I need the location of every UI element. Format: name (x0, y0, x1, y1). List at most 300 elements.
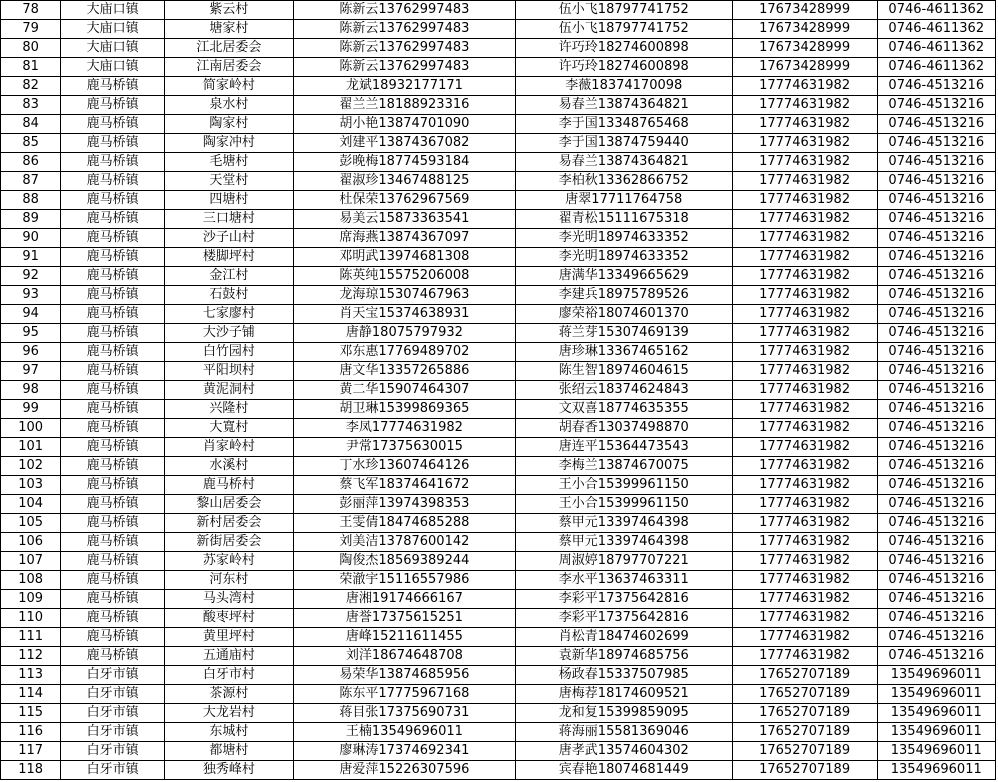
phone-1-cell[interactable]: 17774631982 (732, 533, 877, 552)
contact-1-cell[interactable]: 刘建平13874367082 (293, 134, 515, 153)
contact-2-cell[interactable]: 蔡甲元13397464398 (515, 514, 732, 533)
row-number-cell[interactable]: 113 (1, 666, 61, 685)
town-cell[interactable]: 大庙口镇 (61, 20, 165, 39)
row-number-cell[interactable]: 110 (1, 609, 61, 628)
contact-2-cell[interactable]: 蒋兰芽15307469139 (515, 324, 732, 343)
phone-1-cell[interactable]: 17774631982 (732, 495, 877, 514)
village-cell[interactable]: 简家岭村 (164, 77, 293, 96)
town-cell[interactable]: 鹿马桥镇 (61, 476, 165, 495)
town-cell[interactable]: 鹿马桥镇 (61, 115, 165, 134)
contact-1-cell[interactable]: 唐静18075797932 (293, 324, 515, 343)
village-cell[interactable]: 酸枣坪村 (164, 609, 293, 628)
row-number-cell[interactable]: 97 (1, 362, 61, 381)
row-number-cell[interactable]: 90 (1, 229, 61, 248)
village-cell[interactable]: 沙子山村 (164, 229, 293, 248)
village-cell[interactable]: 都塘村 (164, 742, 293, 761)
village-cell[interactable]: 肖家岭村 (164, 438, 293, 457)
phone-1-cell[interactable]: 17774631982 (732, 286, 877, 305)
contact-1-cell[interactable]: 唐爱萍15226307596 (293, 761, 515, 780)
village-cell[interactable]: 独秀峰村 (164, 761, 293, 780)
phone-2-cell[interactable]: 0746-4513216 (877, 419, 995, 438)
contact-1-cell[interactable]: 陈英纯15575206008 (293, 267, 515, 286)
contact-1-cell[interactable]: 易美云15873363541 (293, 210, 515, 229)
contact-1-cell[interactable]: 翟淑珍13467488125 (293, 172, 515, 191)
row-number-cell[interactable]: 91 (1, 248, 61, 267)
contact-1-cell[interactable]: 刘洋18674648708 (293, 647, 515, 666)
table-row (1, 571, 996, 590)
contact-1-cell[interactable]: 王楠13549696011 (293, 723, 515, 742)
row-number-cell[interactable]: 85 (1, 134, 61, 153)
phone-1-cell[interactable]: 17774631982 (732, 362, 877, 381)
contact-2-cell[interactable]: 唐翠17711764758 (515, 191, 732, 210)
phone-1-cell[interactable]: 17652707189 (732, 723, 877, 742)
phone-1-cell[interactable]: 17774631982 (732, 134, 877, 153)
phone-2-cell[interactable]: 0746-4513216 (877, 514, 995, 533)
contact-2-cell[interactable]: 唐满华13349665629 (515, 267, 732, 286)
village-cell[interactable]: 陶家冲村 (164, 134, 293, 153)
phone-1-cell[interactable]: 17774631982 (732, 229, 877, 248)
table-row (1, 248, 996, 267)
contact-1-cell[interactable]: 彭丽萍13974398353 (293, 495, 515, 514)
village-cell[interactable]: 塘家村 (164, 20, 293, 39)
contact-1-cell[interactable]: 王雯倩18474685288 (293, 514, 515, 533)
contact-1-cell[interactable]: 邓明武13974681308 (293, 248, 515, 267)
row-number-cell[interactable]: 112 (1, 647, 61, 666)
phone-2-cell[interactable]: 0746-4513216 (877, 400, 995, 419)
village-cell[interactable]: 石鼓村 (164, 286, 293, 305)
town-cell[interactable]: 鹿马桥镇 (61, 400, 165, 419)
town-cell[interactable]: 鹿马桥镇 (61, 248, 165, 267)
row-number-cell[interactable]: 117 (1, 742, 61, 761)
phone-2-cell[interactable]: 13549696011 (877, 685, 995, 704)
row-number-cell[interactable]: 87 (1, 172, 61, 191)
village-cell[interactable]: 鹿马桥村 (164, 476, 293, 495)
contact-2-cell[interactable]: 王小合15399961150 (515, 476, 732, 495)
phone-1-cell[interactable]: 17774631982 (732, 609, 877, 628)
village-cell[interactable]: 大沙子铺 (164, 324, 293, 343)
table-row (1, 514, 996, 533)
town-cell[interactable]: 鹿马桥镇 (61, 552, 165, 571)
contact-1-cell[interactable]: 尹常17375630015 (293, 438, 515, 457)
contact-2-cell[interactable]: 李彩平17375642816 (515, 590, 732, 609)
contact-1-cell[interactable]: 蔡飞军18374641672 (293, 476, 515, 495)
village-cell[interactable]: 三口塘村 (164, 210, 293, 229)
phone-1-cell[interactable]: 17652707189 (732, 742, 877, 761)
village-cell[interactable]: 金江村 (164, 267, 293, 286)
phone-2-cell[interactable]: 0746-4611362 (877, 1, 995, 20)
town-cell[interactable]: 白牙市镇 (61, 761, 165, 780)
phone-2-cell[interactable]: 0746-4513216 (877, 210, 995, 229)
town-cell[interactable]: 鹿马桥镇 (61, 77, 165, 96)
table-row (1, 20, 996, 39)
row-number-cell[interactable]: 109 (1, 590, 61, 609)
town-cell[interactable]: 鹿马桥镇 (61, 514, 165, 533)
contact-2-cell[interactable]: 许巧玲18274600898 (515, 58, 732, 77)
row-number-cell[interactable]: 79 (1, 20, 61, 39)
contact-1-cell[interactable]: 陶俊杰18569389244 (293, 552, 515, 571)
phone-1-cell[interactable]: 17774631982 (732, 419, 877, 438)
town-cell[interactable]: 鹿马桥镇 (61, 191, 165, 210)
village-cell[interactable]: 黄里坪村 (164, 628, 293, 647)
town-cell[interactable]: 鹿马桥镇 (61, 571, 165, 590)
contact-2-cell[interactable]: 易春兰13874364821 (515, 96, 732, 115)
town-cell[interactable]: 鹿马桥镇 (61, 419, 165, 438)
phone-1-cell[interactable]: 17774631982 (732, 381, 877, 400)
phone-1-cell[interactable]: 17774631982 (732, 514, 877, 533)
phone-1-cell[interactable]: 17774631982 (732, 210, 877, 229)
town-cell[interactable]: 鹿马桥镇 (61, 628, 165, 647)
phone-2-cell[interactable]: 0746-4513216 (877, 590, 995, 609)
phone-2-cell[interactable]: 0746-4513216 (877, 495, 995, 514)
village-cell[interactable]: 陶家村 (164, 115, 293, 134)
phone-1-cell[interactable]: 17774631982 (732, 590, 877, 609)
phone-1-cell[interactable]: 17774631982 (732, 457, 877, 476)
row-number-cell[interactable]: 78 (1, 1, 61, 20)
contact-2-cell[interactable]: 李光明18974633352 (515, 248, 732, 267)
phone-2-cell[interactable]: 13549696011 (877, 742, 995, 761)
phone-2-cell[interactable]: 0746-4513216 (877, 286, 995, 305)
town-cell[interactable]: 白牙市镇 (61, 685, 165, 704)
village-cell[interactable]: 茶源村 (164, 685, 293, 704)
row-number-cell[interactable]: 93 (1, 286, 61, 305)
phone-2-cell[interactable]: 0746-4513216 (877, 552, 995, 571)
town-cell[interactable]: 大庙口镇 (61, 1, 165, 20)
town-cell[interactable]: 鹿马桥镇 (61, 495, 165, 514)
row-number-cell[interactable]: 98 (1, 381, 61, 400)
phone-2-cell[interactable]: 0746-4513216 (877, 172, 995, 191)
phone-2-cell[interactable]: 0746-4513216 (877, 476, 995, 495)
contact-1-cell[interactable]: 肖天宝15374638931 (293, 305, 515, 324)
phone-1-cell[interactable]: 17774631982 (732, 172, 877, 191)
village-cell[interactable]: 七家廖村 (164, 305, 293, 324)
phone-2-cell[interactable]: 0746-4513216 (877, 153, 995, 172)
row-number-cell[interactable]: 84 (1, 115, 61, 134)
village-cell[interactable]: 大龙岩村 (164, 704, 293, 723)
town-cell[interactable]: 鹿马桥镇 (61, 609, 165, 628)
row-number-cell[interactable]: 105 (1, 514, 61, 533)
town-cell[interactable]: 白牙市镇 (61, 742, 165, 761)
village-cell[interactable]: 东城村 (164, 723, 293, 742)
row-number-cell[interactable]: 115 (1, 704, 61, 723)
town-cell[interactable]: 白牙市镇 (61, 666, 165, 685)
contact-2-cell[interactable]: 张绍云18374624843 (515, 381, 732, 400)
phone-1-cell[interactable]: 17774631982 (732, 248, 877, 267)
row-number-cell[interactable]: 104 (1, 495, 61, 514)
town-cell[interactable]: 鹿马桥镇 (61, 286, 165, 305)
row-number-cell[interactable]: 111 (1, 628, 61, 647)
phone-2-cell[interactable]: 0746-4611362 (877, 58, 995, 77)
town-cell[interactable]: 鹿马桥镇 (61, 438, 165, 457)
town-cell[interactable]: 鹿马桥镇 (61, 229, 165, 248)
village-cell[interactable]: 河东村 (164, 571, 293, 590)
phone-1-cell[interactable]: 17774631982 (732, 267, 877, 286)
contact-2-cell[interactable]: 蔡甲元13397464398 (515, 533, 732, 552)
village-cell[interactable]: 苏家岭村 (164, 552, 293, 571)
contact-1-cell[interactable]: 李凤17774631982 (293, 419, 515, 438)
contact-1-cell[interactable]: 黄二华15907464307 (293, 381, 515, 400)
contact-2-cell[interactable]: 李薇18374170098 (515, 77, 732, 96)
phone-1-cell[interactable]: 17774631982 (732, 324, 877, 343)
phone-1-cell[interactable]: 17652707189 (732, 761, 877, 780)
town-cell[interactable]: 鹿马桥镇 (61, 343, 165, 362)
village-cell[interactable]: 四塘村 (164, 191, 293, 210)
row-number-cell[interactable]: 81 (1, 58, 61, 77)
contact-1-cell[interactable]: 刘美洁13787600142 (293, 533, 515, 552)
contact-2-cell[interactable]: 伍小飞18797741752 (515, 1, 732, 20)
town-cell[interactable]: 鹿马桥镇 (61, 647, 165, 666)
contact-2-cell[interactable]: 胡春香13037498870 (515, 419, 732, 438)
row-number-cell[interactable]: 101 (1, 438, 61, 457)
town-cell[interactable]: 鹿马桥镇 (61, 590, 165, 609)
village-cell[interactable]: 黄泥洞村 (164, 381, 293, 400)
row-number-cell[interactable]: 95 (1, 324, 61, 343)
row-number-cell[interactable]: 94 (1, 305, 61, 324)
table-row (1, 647, 996, 666)
village-cell[interactable]: 天堂村 (164, 172, 293, 191)
village-cell[interactable]: 黎山居委会 (164, 495, 293, 514)
table-row (1, 286, 996, 305)
table-row (1, 419, 996, 438)
row-number-cell[interactable]: 106 (1, 533, 61, 552)
contact-2-cell[interactable]: 唐孝武13574604302 (515, 742, 732, 761)
contact-1-cell[interactable]: 胡卫琳15399869365 (293, 400, 515, 419)
contact-2-cell[interactable]: 李于国13348765468 (515, 115, 732, 134)
row-number-cell[interactable]: 116 (1, 723, 61, 742)
village-cell[interactable]: 新街居委会 (164, 533, 293, 552)
contact-2-cell[interactable]: 李光明18974633352 (515, 229, 732, 248)
row-number-cell[interactable]: 103 (1, 476, 61, 495)
town-cell[interactable]: 鹿马桥镇 (61, 96, 165, 115)
contact-2-cell[interactable]: 李柏秋13362866752 (515, 172, 732, 191)
contact-2-cell[interactable]: 唐珍琳13367465162 (515, 343, 732, 362)
village-cell[interactable]: 白牙市村 (164, 666, 293, 685)
phone-1-cell[interactable]: 17673428999 (732, 58, 877, 77)
contact-1-cell[interactable]: 胡小艳13874701090 (293, 115, 515, 134)
row-number-cell[interactable]: 108 (1, 571, 61, 590)
contact-2-cell[interactable]: 宾春艳18074681449 (515, 761, 732, 780)
phone-2-cell[interactable]: 0746-4513216 (877, 628, 995, 647)
contact-2-cell[interactable]: 杨政春15337507985 (515, 666, 732, 685)
table-row (1, 590, 996, 609)
contact-2-cell[interactable]: 翟青松15111675318 (515, 210, 732, 229)
contact-1-cell[interactable]: 席海燕13874367097 (293, 229, 515, 248)
contact-2-cell[interactable]: 陈生智18974604615 (515, 362, 732, 381)
contact-2-cell[interactable]: 王小合15399961150 (515, 495, 732, 514)
contact-1-cell[interactable]: 杜保荣13762967569 (293, 191, 515, 210)
phone-2-cell[interactable]: 13549696011 (877, 666, 995, 685)
village-cell[interactable]: 江南居委会 (164, 58, 293, 77)
contact-2-cell[interactable]: 李建兵18975789526 (515, 286, 732, 305)
phone-2-cell[interactable]: 0746-4611362 (877, 39, 995, 58)
phone-1-cell[interactable]: 17774631982 (732, 96, 877, 115)
row-number-cell[interactable]: 114 (1, 685, 61, 704)
phone-2-cell[interactable]: 0746-4513216 (877, 229, 995, 248)
contact-1-cell[interactable]: 陈东平17775967168 (293, 685, 515, 704)
phone-1-cell[interactable]: 17774631982 (732, 438, 877, 457)
contact-1-cell[interactable]: 荣澈宇15116557986 (293, 571, 515, 590)
phone-1-cell[interactable]: 17652707189 (732, 704, 877, 723)
phone-1-cell[interactable]: 17774631982 (732, 647, 877, 666)
phone-2-cell[interactable]: 0746-4513216 (877, 191, 995, 210)
town-cell[interactable]: 鹿马桥镇 (61, 533, 165, 552)
contact-1-cell[interactable]: 丁水珍13607464126 (293, 457, 515, 476)
town-cell[interactable]: 鹿马桥镇 (61, 153, 165, 172)
village-cell[interactable]: 新村居委会 (164, 514, 293, 533)
phone-2-cell[interactable]: 0746-4513216 (877, 362, 995, 381)
contact-1-cell[interactable]: 唐峰15211611455 (293, 628, 515, 647)
contact-1-cell[interactable]: 廖琳涛17374692341 (293, 742, 515, 761)
contact-2-cell[interactable]: 袁新华18974685756 (515, 647, 732, 666)
village-cell[interactable]: 五通庙村 (164, 647, 293, 666)
phone-1-cell[interactable]: 17774631982 (732, 628, 877, 647)
village-cell[interactable]: 兴隆村 (164, 400, 293, 419)
phone-2-cell[interactable]: 13549696011 (877, 704, 995, 723)
town-cell[interactable]: 鹿马桥镇 (61, 324, 165, 343)
table-row (1, 267, 996, 286)
phone-2-cell[interactable]: 0746-4513216 (877, 248, 995, 267)
village-cell[interactable]: 紫云村 (164, 1, 293, 20)
phone-1-cell[interactable]: 17774631982 (732, 343, 877, 362)
phone-1-cell[interactable]: 17774631982 (732, 153, 877, 172)
contact-1-cell[interactable]: 易荣华13874685956 (293, 666, 515, 685)
phone-2-cell[interactable]: 0746-4513216 (877, 134, 995, 153)
phone-2-cell[interactable]: 0746-4513216 (877, 343, 995, 362)
contact-2-cell[interactable]: 文双喜18774635355 (515, 400, 732, 419)
phone-1-cell[interactable]: 17673428999 (732, 20, 877, 39)
row-number-cell[interactable]: 86 (1, 153, 61, 172)
phone-1-cell[interactable]: 17774631982 (732, 476, 877, 495)
contact-1-cell[interactable]: 唐文华13357265886 (293, 362, 515, 381)
contact-2-cell[interactable]: 肖松青18474602699 (515, 628, 732, 647)
contact-2-cell[interactable]: 李水平13637463311 (515, 571, 732, 590)
phone-1-cell[interactable]: 17652707189 (732, 685, 877, 704)
village-cell[interactable]: 江北居委会 (164, 39, 293, 58)
phone-2-cell[interactable]: 13549696011 (877, 723, 995, 742)
contact-1-cell[interactable]: 陈新云13762997483 (293, 58, 515, 77)
contact-2-cell[interactable]: 李梅兰13874670075 (515, 457, 732, 476)
town-cell[interactable]: 鹿马桥镇 (61, 267, 165, 286)
row-number-cell[interactable]: 100 (1, 419, 61, 438)
town-cell[interactable]: 鹿马桥镇 (61, 134, 165, 153)
contact-1-cell[interactable]: 陈新云13762997483 (293, 39, 515, 58)
phone-1-cell[interactable]: 17652707189 (732, 666, 877, 685)
phone-1-cell[interactable]: 17774631982 (732, 191, 877, 210)
village-cell[interactable]: 楼脚坪村 (164, 248, 293, 267)
contact-2-cell[interactable]: 龙和复15399859095 (515, 704, 732, 723)
phone-2-cell[interactable]: 0746-4513216 (877, 305, 995, 324)
row-number-cell[interactable]: 118 (1, 761, 61, 780)
phone-1-cell[interactable]: 17774631982 (732, 400, 877, 419)
row-number-cell[interactable]: 92 (1, 267, 61, 286)
village-cell[interactable]: 毛塘村 (164, 153, 293, 172)
row-number-cell[interactable]: 80 (1, 39, 61, 58)
contact-2-cell[interactable]: 许巧玲18274600898 (515, 39, 732, 58)
contact-2-cell[interactable]: 蒋海丽15581369046 (515, 723, 732, 742)
phone-1-cell[interactable]: 17774631982 (732, 571, 877, 590)
phone-2-cell[interactable]: 0746-4513216 (877, 571, 995, 590)
contact-1-cell[interactable]: 陈新云13762997483 (293, 20, 515, 39)
phone-2-cell[interactable]: 0746-4513216 (877, 115, 995, 134)
phone-2-cell[interactable]: 0746-4513216 (877, 647, 995, 666)
contact-1-cell[interactable]: 唐湘19174666167 (293, 590, 515, 609)
village-cell[interactable]: 平阳坝村 (164, 362, 293, 381)
town-cell[interactable]: 鹿马桥镇 (61, 381, 165, 400)
phone-1-cell[interactable]: 17673428999 (732, 1, 877, 20)
phone-1-cell[interactable]: 17774631982 (732, 305, 877, 324)
phone-1-cell[interactable]: 17774631982 (732, 77, 877, 96)
row-number-cell[interactable]: 82 (1, 77, 61, 96)
contact-2-cell[interactable]: 廖荣裕18074601370 (515, 305, 732, 324)
phone-2-cell[interactable]: 0746-4513216 (877, 533, 995, 552)
row-number-cell[interactable]: 89 (1, 210, 61, 229)
village-cell[interactable]: 大寬村 (164, 419, 293, 438)
row-number-cell[interactable]: 96 (1, 343, 61, 362)
contact-1-cell[interactable]: 龙海琼15307467963 (293, 286, 515, 305)
contact-2-cell[interactable]: 李于国13874759440 (515, 134, 732, 153)
village-cell[interactable]: 泉水村 (164, 96, 293, 115)
phone-2-cell[interactable]: 0746-4513216 (877, 381, 995, 400)
table-row (1, 761, 996, 780)
phone-1-cell[interactable]: 17673428999 (732, 39, 877, 58)
village-cell[interactable]: 马头湾村 (164, 590, 293, 609)
phone-2-cell[interactable]: 0746-4513216 (877, 324, 995, 343)
town-cell[interactable]: 鹿马桥镇 (61, 305, 165, 324)
contact-1-cell[interactable]: 彭晚梅18774593184 (293, 153, 515, 172)
phone-2-cell[interactable]: 0746-4611362 (877, 20, 995, 39)
contact-2-cell[interactable]: 周淑婷18797707221 (515, 552, 732, 571)
contact-2-cell[interactable]: 唐梅荐18174609521 (515, 685, 732, 704)
phone-2-cell[interactable]: 0746-4513216 (877, 96, 995, 115)
phone-2-cell[interactable]: 0746-4513216 (877, 438, 995, 457)
phone-1-cell[interactable]: 17774631982 (732, 115, 877, 134)
contact-1-cell[interactable]: 龙斌18932177171 (293, 77, 515, 96)
contact-2-cell[interactable]: 李彩平17375642816 (515, 609, 732, 628)
contact-1-cell[interactable]: 陈新云13762997483 (293, 1, 515, 20)
table-row (1, 552, 996, 571)
row-number-cell[interactable]: 83 (1, 96, 61, 115)
town-cell[interactable]: 大庙口镇 (61, 58, 165, 77)
row-number-cell[interactable]: 88 (1, 191, 61, 210)
phone-2-cell[interactable]: 0746-4513216 (877, 457, 995, 476)
town-cell[interactable]: 白牙市镇 (61, 704, 165, 723)
row-number-cell[interactable]: 107 (1, 552, 61, 571)
town-cell[interactable]: 白牙市镇 (61, 723, 165, 742)
phone-2-cell[interactable]: 13549696011 (877, 761, 995, 780)
town-cell[interactable]: 鹿马桥镇 (61, 210, 165, 229)
contact-2-cell[interactable]: 伍小飞18797741752 (515, 20, 732, 39)
contact-1-cell[interactable]: 蒋目张17375690731 (293, 704, 515, 723)
town-cell[interactable]: 大庙口镇 (61, 39, 165, 58)
contact-1-cell[interactable]: 唐誉17375615251 (293, 609, 515, 628)
town-cell[interactable]: 鹿马桥镇 (61, 172, 165, 191)
contact-1-cell[interactable]: 邓东惠17769489702 (293, 343, 515, 362)
town-cell[interactable]: 鹿马桥镇 (61, 362, 165, 381)
table-row (1, 172, 996, 191)
phone-2-cell[interactable]: 0746-4513216 (877, 77, 995, 96)
contact-1-cell[interactable]: 翟兰兰18188923316 (293, 96, 515, 115)
phone-2-cell[interactable]: 0746-4513216 (877, 609, 995, 628)
contact-2-cell[interactable]: 易春兰13874364821 (515, 153, 732, 172)
phone-2-cell[interactable]: 0746-4513216 (877, 267, 995, 286)
contact-2-cell[interactable]: 唐连平15364473543 (515, 438, 732, 457)
village-cell[interactable]: 白竹园村 (164, 343, 293, 362)
table-row (1, 704, 996, 723)
row-number-cell[interactable]: 99 (1, 400, 61, 419)
village-cell[interactable]: 水溪村 (164, 457, 293, 476)
town-cell[interactable]: 鹿马桥镇 (61, 457, 165, 476)
phone-1-cell[interactable]: 17774631982 (732, 552, 877, 571)
row-number-cell[interactable]: 102 (1, 457, 61, 476)
